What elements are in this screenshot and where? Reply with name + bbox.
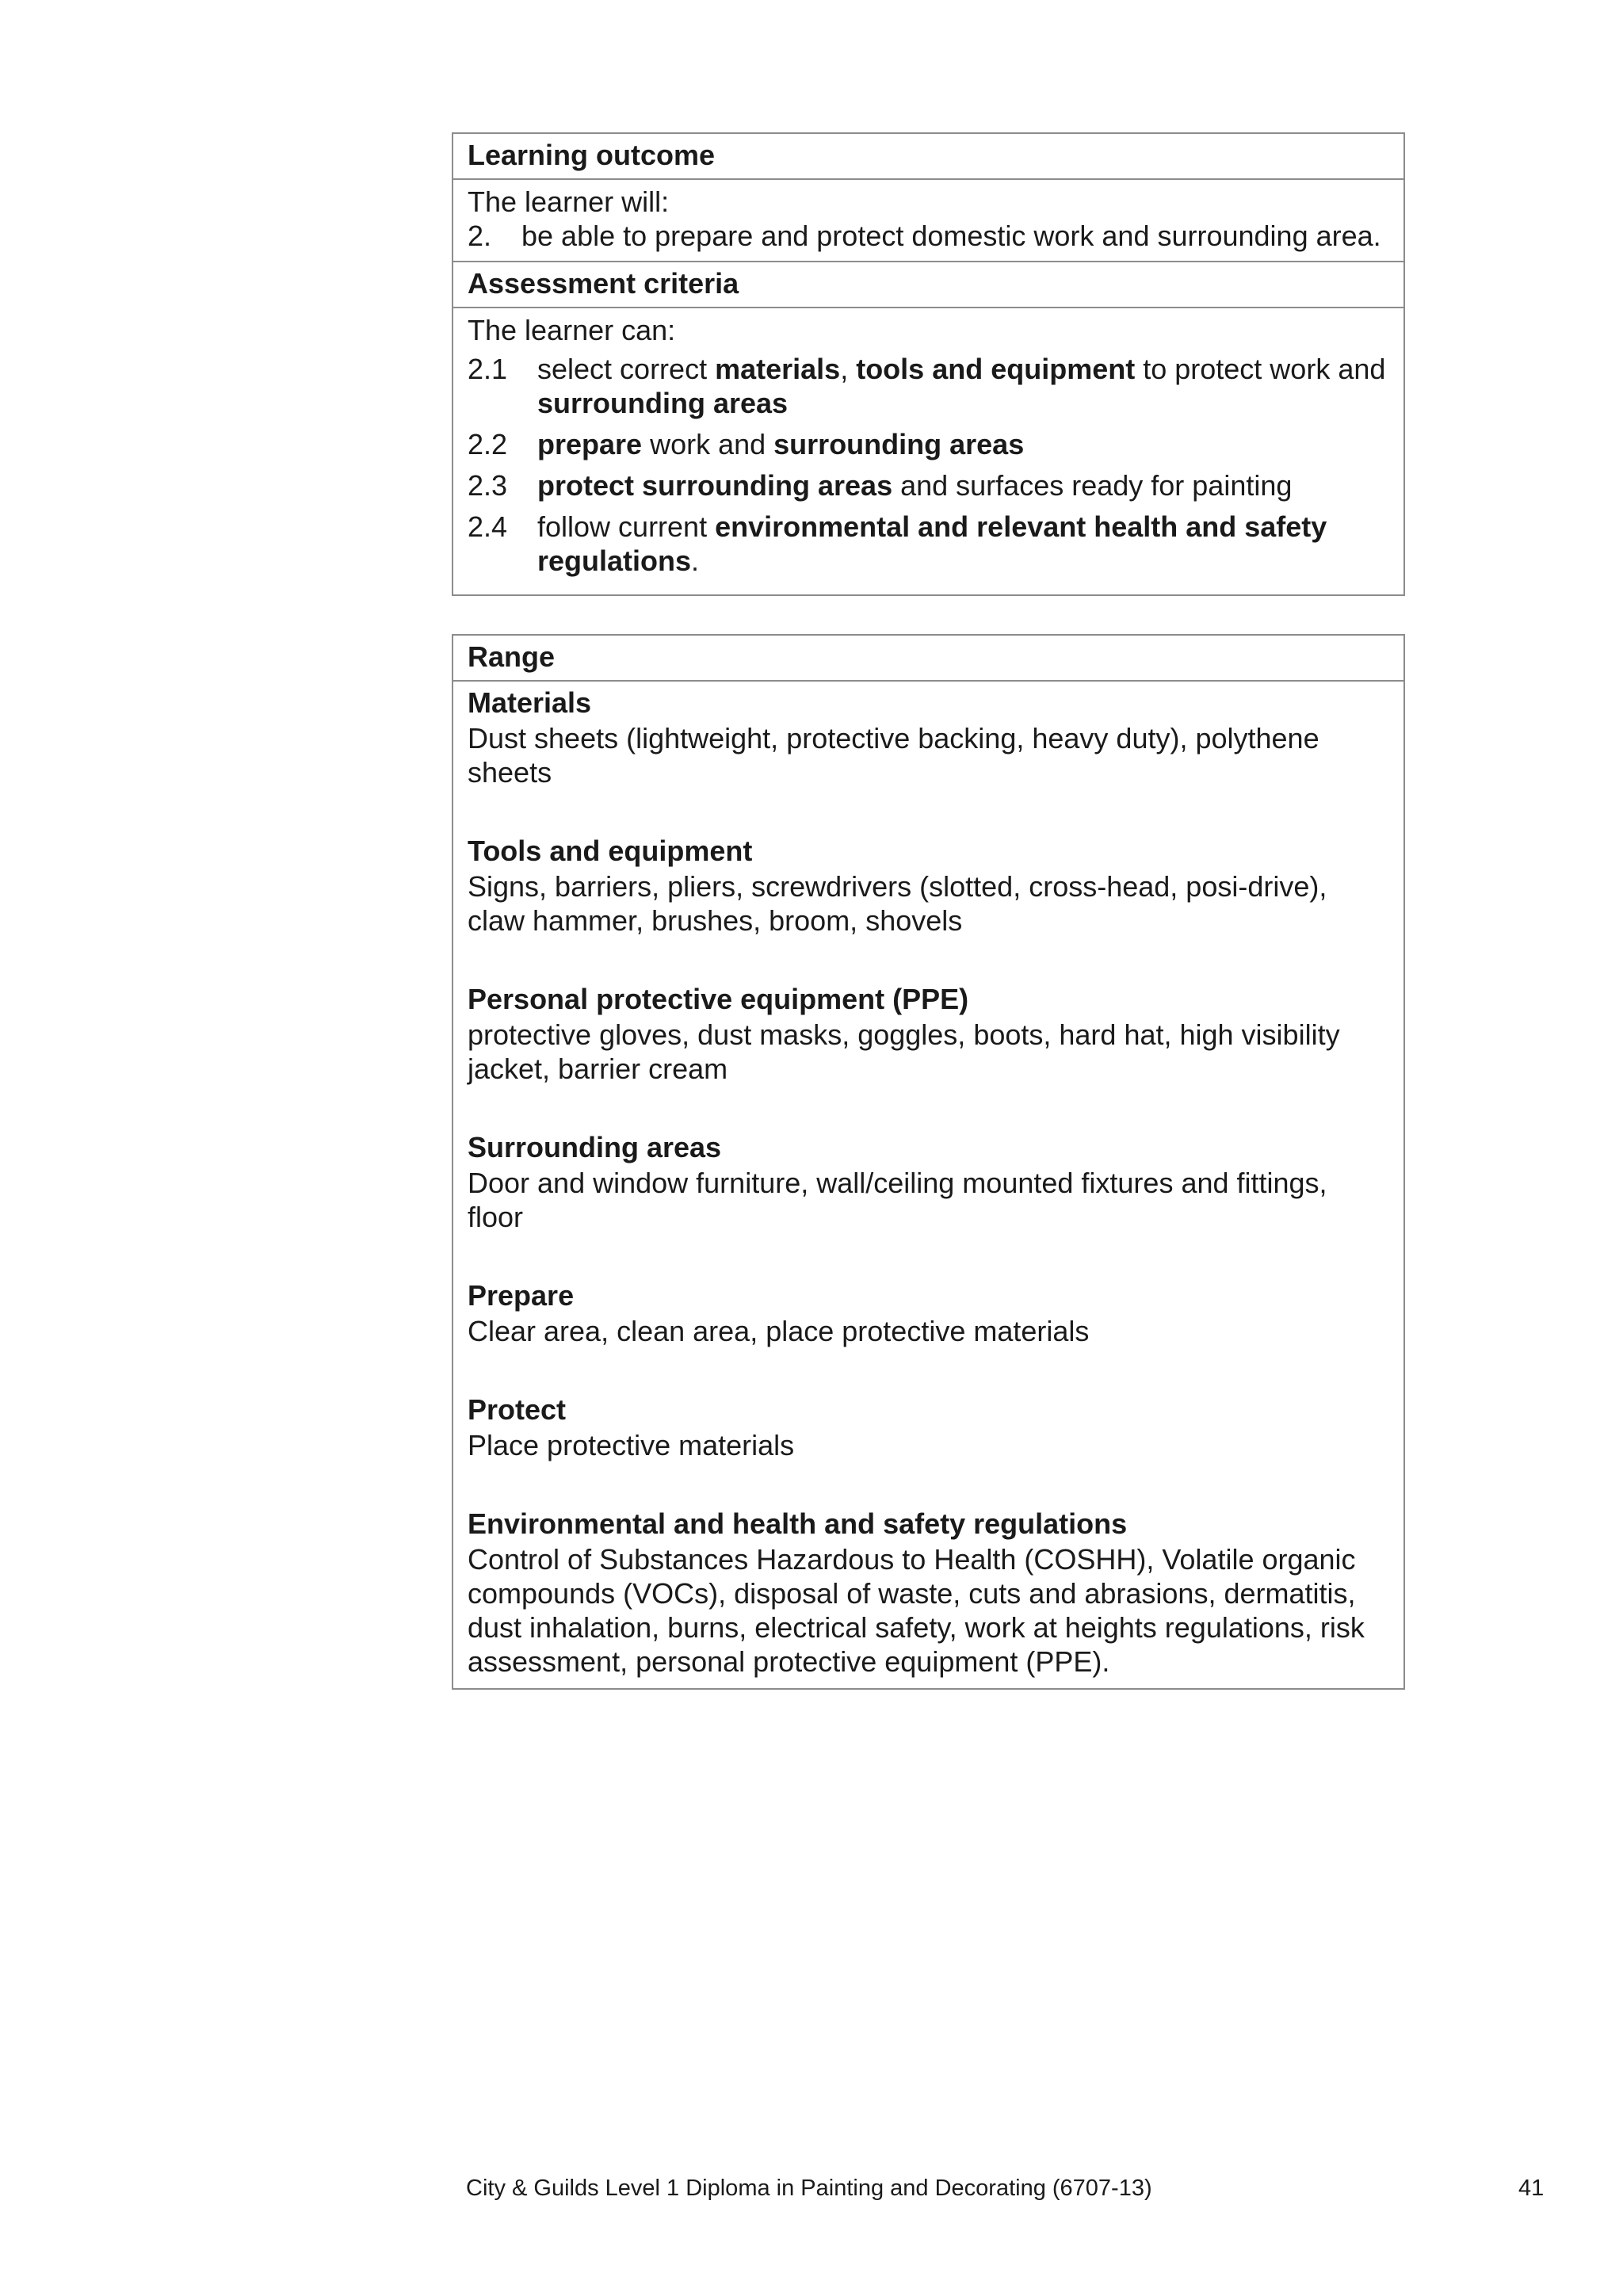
criterion-text [537,510,1389,578]
criterion-keyword: materials [715,353,841,385]
criterion-text-part: and surfaces ready for painting [892,469,1293,502]
range-section-body: Signs, barriers, pliers, screwdrivers (slotted, cross-head, posi-drive), claw hammer, brushes, broom, shovels [468,870,1327,937]
criterion-keyword: tools and equipment [856,353,1136,385]
criterion-number: 2.1 [468,353,508,385]
range-section-title: Tools and equipment [468,835,753,867]
range-section [468,685,1389,789]
range-section-title: Environmental and health and safety regulations [468,1507,1128,1540]
criterion-keyword: surrounding areas [537,387,789,419]
learning-outcome-item-number: 2. [468,220,492,252]
page-number: 41 [1518,2176,1545,2201]
range-section [468,981,1389,1086]
criterion-number: 2.3 [468,469,508,502]
range-section [468,1278,1389,1348]
learning-outcome-heading: Learning outcome [453,134,1403,180]
criterion-keyword: surrounding areas [773,428,1025,460]
criterion-text-part: follow current [537,510,716,543]
range-section-title: Materials [468,686,592,719]
range-section-title: Prepare [468,1279,575,1312]
criterion-text-part: to protect work and [1135,353,1386,385]
learning-outcome-item [468,219,1389,253]
range-section-body: Door and window furniture, wall/ceiling mounted fixtures and fittings, floor [468,1167,1327,1233]
criterion-text-part: work and [642,428,774,460]
range-section [468,833,1389,938]
footer-title: City & Guilds Level 1 Diploma in Painting and Decorating (6707-13) [466,2176,1152,2201]
criterion-text-part: . [691,544,700,577]
range-section-title: Surrounding areas [468,1131,722,1163]
range-section-body: protective gloves, dust masks, goggles, boots, hard hat, high visibility jacket, barrier cream [468,1018,1340,1085]
range-sections [453,682,1403,1688]
range-section-body: Dust sheets (lightweight, protective backing, heavy duty), polythene sheets [468,722,1319,789]
range-section-body: Place protective materials [468,1429,795,1461]
criteria-list [468,352,1389,578]
range-section-title: Personal protective equipment (PPE) [468,983,969,1015]
criterion-item [468,468,1389,502]
range-section-body: Control of Substances Hazardous to Health (COSHH), Volatile organic compounds (VOCs), disposal of waste, cuts and abrasions, dermatitis, dust inhalation, burns, electrical safety, work at heights regulations, risk assessment, personal protective equipment (PPE). [468,1543,1365,1678]
criterion-keyword: environmental and relevant health and safety regulations [537,510,1327,577]
range-heading: Range [453,636,1403,682]
range-section [468,1392,1389,1462]
criterion-item [468,427,1389,461]
assessment-criteria-intro: The learner can: [468,314,676,346]
criterion-number: 2.2 [468,428,508,460]
criterion-number: 2.4 [468,510,508,543]
criterion-keyword: prepare [537,428,643,460]
criterion-text-part: select correct [537,353,716,385]
criterion-text [537,427,1024,461]
range-section-body: Clear area, clean area, place protective materials [468,1315,1090,1347]
learning-outcome-table [452,132,1405,596]
criterion-text [537,468,1292,502]
criterion-item [468,352,1389,420]
range-section-title: Protect [468,1393,567,1426]
criterion-item [468,510,1389,578]
range-table [452,634,1405,1690]
range-section [468,1506,1389,1679]
range-section [468,1129,1389,1234]
criterion-text-part: , [840,353,857,385]
learning-outcome-body [453,180,1403,262]
criterion-text [537,352,1389,420]
learning-outcome-item-text: be able to prepare and protect domestic work and surrounding area. [521,220,1381,252]
learning-outcome-intro: The learner will: [468,185,670,218]
assessment-criteria-body [453,308,1403,594]
assessment-criteria-heading: Assessment criteria [453,262,1403,308]
criterion-keyword: protect surrounding areas [537,469,893,502]
